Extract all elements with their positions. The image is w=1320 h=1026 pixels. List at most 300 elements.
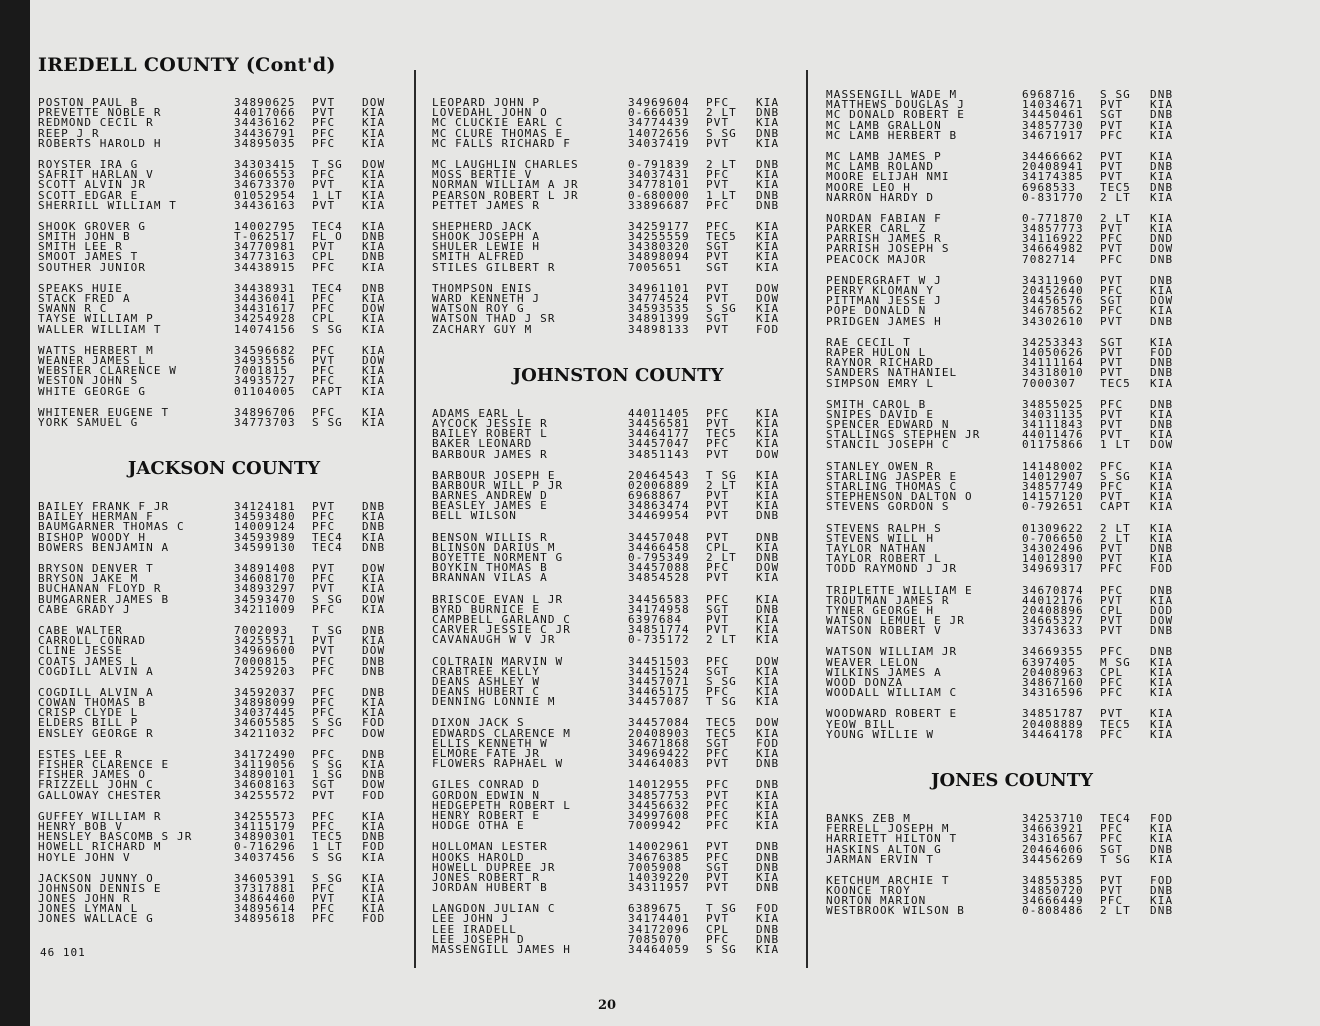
serial-number: 34850720	[1022, 886, 1084, 897]
serial-number: 02006889	[628, 480, 690, 492]
casualty-status: KIA	[362, 604, 386, 615]
soldier-name: JONES JOHN R	[38, 894, 131, 905]
soldier-name: BARBOUR WILL P JR	[432, 480, 564, 492]
rank: PVT	[706, 501, 730, 512]
serial-number: 7009942	[628, 821, 683, 832]
rank: S SG	[706, 945, 737, 956]
casualty-status: DOW	[756, 656, 780, 667]
roster-entry	[826, 834, 1198, 844]
rank: SGT	[1100, 110, 1124, 121]
soldier-name: BLINSON DARIUS M	[432, 542, 556, 553]
roster-entry	[432, 409, 804, 419]
casualty-status: KIA	[756, 800, 780, 811]
rank: PFC	[312, 262, 336, 273]
rank: PFC	[312, 294, 336, 305]
roster-entry	[432, 780, 804, 790]
serial-number: 20464606	[1022, 844, 1084, 855]
roster-entry	[432, 543, 804, 553]
roster-entry	[38, 408, 410, 418]
roster-entry	[38, 522, 410, 532]
casualty-status: KIA	[1150, 172, 1174, 183]
soldier-name: COGDILL ALVIN A	[38, 666, 154, 677]
serial-number: 34854528	[628, 573, 690, 584]
rank: PFC	[312, 138, 336, 149]
soldier-name: YEOW BILL	[826, 719, 896, 730]
rank: PVT	[1100, 595, 1124, 606]
serial-number: 0-680000	[628, 190, 690, 201]
roster-group	[826, 90, 1198, 141]
soldier-name: REEP J R	[38, 128, 100, 139]
soldier-name: CARROLL CONRAD	[38, 636, 147, 647]
serial-number: 0-831770	[1022, 192, 1084, 203]
rank: PVT	[1100, 543, 1124, 555]
soldier-name: BARBOUR JAMES R	[432, 449, 548, 460]
roster-entry	[826, 317, 1198, 327]
roster-entry	[432, 759, 804, 769]
serial-number: 01175866	[1022, 440, 1084, 451]
serial-number: 34896706	[234, 407, 296, 418]
rank: PFC	[312, 376, 336, 387]
roster-group	[432, 533, 804, 584]
soldier-name: BAUMGARNER THOMAS C	[38, 522, 185, 533]
casualty-status: KIA	[1150, 834, 1174, 845]
soldier-name: SHERRILL WILLIAM T	[38, 200, 178, 211]
roster-entry	[38, 832, 410, 842]
roster-entry	[826, 183, 1198, 193]
casualty-status: KIA	[756, 262, 780, 273]
serial-number: 34172490	[234, 749, 296, 760]
roster-group	[432, 718, 804, 769]
rank: 2 LT	[1100, 523, 1131, 534]
serial-number: 34316567	[1022, 834, 1084, 845]
rank: PFC	[1100, 585, 1124, 596]
serial-number: 34855385	[1022, 875, 1084, 887]
roster-entry	[826, 596, 1198, 606]
roster-group	[38, 98, 410, 149]
roster-entry	[826, 244, 1198, 254]
soldier-name: MOSS BERTIE V	[432, 170, 533, 181]
rank: CPL	[312, 314, 336, 325]
casualty-status: KIA	[362, 128, 386, 139]
casualty-status: DNB	[1150, 626, 1174, 637]
soldier-name: HENRY ROBERT E	[432, 810, 541, 822]
rank: PVT	[1100, 224, 1124, 235]
soldier-name: REDMOND CECIL R	[38, 118, 154, 129]
roster-entry	[432, 749, 804, 759]
rank: S SG	[706, 676, 737, 688]
serial-number: 34451524	[628, 666, 690, 677]
casualty-status: KIA	[362, 138, 386, 149]
roster-entry	[38, 894, 410, 904]
soldier-name: BRANNAN VILAS A	[432, 573, 548, 584]
soldier-name: BELL WILSON	[432, 511, 517, 522]
serial-number: 34438915	[234, 262, 296, 273]
roster-entry	[826, 720, 1198, 730]
serial-number: 34254928	[234, 314, 296, 325]
serial-number: 34893297	[234, 584, 296, 595]
casualty-status: DNB	[756, 924, 780, 935]
roster-entry	[38, 129, 410, 139]
roster-entry	[826, 110, 1198, 120]
soldier-name: DENNING LONNIE M	[432, 697, 556, 708]
roster-group	[38, 564, 410, 615]
folio-code: 46 101	[40, 946, 86, 959]
soldier-name: TAYLOR ROBERT L	[826, 554, 942, 565]
serial-number: 33896687	[628, 200, 690, 211]
serial-number: 14012890	[1022, 554, 1084, 565]
soldier-name: MC LAMB ROLAND	[826, 162, 935, 173]
serial-number: 34174385	[1022, 172, 1084, 183]
serial-number: 34436163	[234, 200, 296, 211]
rank: PVT	[1100, 172, 1124, 183]
casualty-status: KIA	[362, 180, 386, 191]
rank: 2 LT	[1100, 906, 1131, 917]
serial-number: 0-716296	[234, 842, 296, 853]
rank: PFC	[312, 128, 336, 139]
soldier-name: HARRIETT HILTON T	[826, 834, 958, 845]
roster-entry	[432, 419, 804, 429]
rank: T SG	[706, 697, 737, 708]
soldier-name: GALLOWAY CHESTER	[38, 790, 162, 801]
roster-entry	[826, 255, 1198, 265]
casualty-status: DOW	[362, 564, 386, 575]
casualty-status: DNB	[1150, 420, 1174, 431]
roster-group	[826, 338, 1198, 389]
roster-entry	[432, 945, 804, 955]
roster-entry	[432, 294, 804, 304]
rank: TEC5	[1100, 182, 1131, 193]
roster-entry	[38, 160, 410, 170]
serial-number: 34119056	[234, 760, 296, 771]
rank: PFC	[1100, 834, 1124, 845]
serial-number: 34316596	[1022, 688, 1084, 699]
casualty-status: DOW	[1150, 296, 1174, 307]
serial-number: 34669355	[1022, 647, 1084, 658]
roster-entry	[38, 325, 410, 335]
casualty-status: KIA	[362, 108, 386, 119]
soldier-name: ELDERS BILL P	[38, 718, 139, 729]
casualty-status: DNB	[1150, 254, 1174, 265]
roster-group	[826, 276, 1198, 327]
serial-number: 44011405	[628, 408, 690, 419]
casualty-status: DOW	[756, 283, 780, 294]
casualty-status: DNB	[756, 842, 780, 853]
soldier-name: BRISCOE EVAN L JR	[432, 594, 564, 605]
roster-entry	[38, 718, 410, 728]
serial-number: 34890625	[234, 98, 296, 109]
serial-number: 34031135	[1022, 409, 1084, 421]
casualty-status: DOW	[1150, 244, 1174, 255]
soldier-name: WESTBROOK WILSON B	[826, 906, 966, 917]
soldier-name: PITTMAN JESSE J	[826, 296, 942, 307]
casualty-status: DNB	[1150, 647, 1174, 658]
roster-entry	[826, 482, 1198, 492]
serial-number: 34457088	[628, 563, 690, 574]
rank: CAPT	[312, 386, 343, 397]
roster-entry	[826, 709, 1198, 719]
roster-group	[826, 814, 1198, 865]
rank: S SG	[312, 718, 343, 729]
roster-group	[38, 284, 410, 335]
serial-number: 34456632	[628, 800, 690, 811]
soldier-name: WATSON LEMUEL E JR	[826, 616, 966, 627]
casualty-status: KIA	[362, 894, 386, 905]
roster-entry	[432, 821, 804, 831]
casualty-status: DNB	[756, 108, 780, 119]
rank: M SG	[1100, 657, 1131, 668]
rank: PVT	[1100, 358, 1124, 369]
roster-group	[826, 152, 1198, 203]
soldier-name: HODGE OTHA E	[432, 821, 525, 832]
casualty-status: DNB	[362, 502, 386, 513]
rank: SGT	[706, 738, 730, 749]
serial-number: 20408889	[1022, 719, 1084, 730]
rank: 2 LT	[706, 480, 737, 492]
soldier-name: BARBOUR JOSEPH E	[432, 470, 556, 481]
roster-entry	[432, 325, 804, 335]
rank: PFC	[706, 800, 730, 811]
casualty-status: KIA	[1150, 471, 1174, 482]
soldier-name: TODD RAYMOND J JR	[826, 564, 958, 575]
serial-number: 34111164	[1022, 358, 1084, 369]
casualty-status: KIA	[756, 573, 780, 584]
rank: PVT	[1100, 420, 1124, 431]
serial-number: 34253343	[1022, 337, 1084, 348]
serial-number: 34592037	[234, 687, 296, 699]
rank: PFC	[312, 728, 336, 739]
roster-entry	[432, 935, 804, 945]
serial-number: 34606553	[234, 170, 296, 181]
casualty-status: KIA	[362, 852, 386, 863]
soldier-name: CARVER JESSIE C JR	[432, 625, 572, 636]
soldier-name: FLOWERS RAPHAEL W	[432, 759, 564, 770]
casualty-status: DNB	[756, 883, 780, 894]
casualty-status: KIA	[756, 914, 780, 925]
soldier-name: WATTS HERBERT M	[38, 345, 154, 356]
soldier-name: PREVETTE NOBLE R	[38, 108, 162, 119]
casualty-status: KIA	[756, 697, 780, 708]
soldier-name: COLTRAIN MARVIN W	[432, 656, 564, 667]
soldier-name: SCOTT EDGAR E	[38, 190, 139, 201]
soldier-name: HOLLOMAN LESTER	[432, 842, 548, 853]
soldier-name: BUMGARNER JAMES B	[38, 594, 170, 605]
rank: PVT	[312, 584, 336, 595]
soldier-name: LEE IRADELL	[432, 924, 517, 935]
roster-entry	[826, 896, 1198, 906]
casualty-status: KIA	[1150, 719, 1174, 730]
serial-number: 34466662	[1022, 151, 1084, 163]
soldier-name: CABE GRADY J	[38, 604, 131, 615]
serial-number: 34774524	[628, 294, 690, 305]
rank: PVT	[312, 242, 336, 253]
casualty-status: KIA	[1150, 192, 1174, 203]
rank: PVT	[706, 883, 730, 894]
roster-entry	[38, 502, 410, 512]
soldier-name: SMITH ALFRED	[432, 252, 525, 263]
rank: TEC5	[1100, 378, 1131, 389]
roster-entry	[826, 554, 1198, 564]
casualty-status: KIA	[1150, 130, 1174, 141]
roster-entry	[38, 708, 410, 718]
casualty-status: DNB	[1150, 585, 1174, 596]
rank: PVT	[312, 200, 336, 211]
roster-entry	[826, 162, 1198, 172]
casualty-status: DNB	[362, 770, 386, 781]
casualty-status: KIA	[756, 749, 780, 760]
rank: PVT	[706, 790, 730, 801]
page-number: 20	[598, 998, 617, 1013]
casualty-status: KIA	[1150, 667, 1174, 678]
roster-entry	[38, 314, 410, 324]
casualty-status: DNB	[756, 511, 780, 522]
casualty-status: KIA	[362, 294, 386, 305]
serial-number: 34469954	[628, 511, 690, 522]
casualty-status: KIA	[756, 810, 780, 822]
soldier-name: KOONCE TROY	[826, 886, 911, 897]
casualty-status: KIA	[362, 904, 386, 915]
casualty-status: KIA	[756, 945, 780, 956]
serial-number: 34867160	[1022, 678, 1084, 689]
serial-number: 34259203	[234, 666, 296, 677]
casualty-status: KIA	[756, 232, 780, 243]
roster-group	[432, 780, 804, 831]
rank: PFC	[312, 512, 336, 523]
soldier-name: KETCHUM ARCHIE T	[826, 875, 950, 887]
roster-entry	[432, 553, 804, 563]
roster-entry	[432, 739, 804, 749]
rank: PVT	[706, 532, 730, 543]
rank: TEC5	[1100, 719, 1131, 730]
serial-number: 34778101	[628, 180, 690, 191]
soldier-name: BARNES ANDREW D	[432, 491, 548, 502]
rank: PVT	[1100, 100, 1124, 111]
rank: S SG	[706, 128, 737, 139]
rank: TEC5	[706, 429, 737, 440]
casualty-status: KIA	[362, 242, 386, 253]
casualty-status: DOW	[362, 98, 386, 109]
casualty-status: KIA	[1150, 151, 1174, 163]
rank: PFC	[312, 170, 336, 181]
casualty-status: DOW	[1150, 440, 1174, 451]
soldier-name: MC LAMB JAMES P	[826, 151, 942, 163]
soldier-name: PERRY KLOMAN Y	[826, 286, 935, 297]
soldier-name: BEASLEY JAMES E	[432, 501, 548, 512]
roster-entry	[432, 242, 804, 252]
roster-entry	[432, 729, 804, 739]
serial-number: 34318010	[1022, 368, 1084, 379]
casualty-status: KIA	[1150, 224, 1174, 235]
casualty-status: FOD	[1150, 564, 1174, 575]
serial-number: 34851143	[628, 449, 690, 460]
soldier-name: BUCHANAN FLOYD R	[38, 584, 162, 595]
serial-number: 34605391	[234, 873, 296, 884]
serial-number: 34593480	[234, 512, 296, 523]
roster-entry	[826, 224, 1198, 234]
serial-number: 34676385	[628, 852, 690, 863]
serial-number: 14039220	[628, 872, 690, 884]
roster-entry	[826, 502, 1198, 512]
rank: PFC	[312, 708, 336, 719]
rank: PFC	[1100, 678, 1124, 689]
serial-number: 20408903	[628, 728, 690, 739]
serial-number: 6389675	[628, 904, 683, 915]
rank: SGT	[312, 780, 336, 791]
serial-number: 33743633	[1022, 626, 1084, 637]
casualty-status: KIA	[756, 408, 780, 419]
rank: PVT	[706, 138, 730, 149]
soldier-name: BISHOP WOODY H	[38, 532, 147, 543]
casualty-status: KIA	[362, 262, 386, 273]
roster-entry	[826, 492, 1198, 502]
roster-entry	[432, 687, 804, 697]
casualty-status: KIA	[1150, 100, 1174, 111]
soldier-name: POSTON PAUL B	[38, 98, 139, 109]
soldier-name: NORTON MARION	[826, 896, 927, 907]
rank: PFC	[706, 98, 730, 109]
casualty-status: DOW	[362, 355, 386, 367]
soldier-name: STEVENS RALPH S	[826, 523, 942, 534]
roster-group	[826, 524, 1198, 575]
soldier-name: PEACOCK MAJOR	[826, 254, 927, 265]
soldier-name: MASSENGILL WADE M	[826, 90, 958, 101]
roster-group	[826, 647, 1198, 698]
rank: PFC	[706, 852, 730, 863]
serial-number: 34464083	[628, 759, 690, 770]
rank: SGT	[706, 314, 730, 325]
soldier-name: LOVEDAHL JOHN O	[432, 108, 548, 119]
rank: PFC	[312, 883, 336, 895]
rank: PFC	[312, 821, 336, 833]
roster-entry	[432, 657, 804, 667]
serial-number: 34855025	[1022, 399, 1084, 410]
roster-entry	[38, 139, 410, 149]
casualty-status: DOW	[756, 563, 780, 574]
soldier-name: HOWELL RICHARD M	[38, 842, 162, 853]
rank: PVT	[1100, 409, 1124, 421]
roster-entry	[432, 873, 804, 883]
roster-entry	[432, 605, 804, 615]
serial-number: 34891399	[628, 314, 690, 325]
rank: S SG	[312, 324, 343, 335]
roster-entry	[432, 511, 804, 521]
serial-number: 34895035	[234, 138, 296, 149]
roster-entry	[826, 430, 1198, 440]
roster-entry	[38, 646, 410, 656]
serial-number: 34593470	[234, 594, 296, 605]
rank: TEC5	[312, 832, 343, 843]
rank: S SG	[1100, 471, 1131, 482]
soldier-name: SWANN R C	[38, 304, 108, 315]
casualty-status: KIA	[1150, 709, 1174, 720]
roster-entry	[38, 605, 410, 615]
rank: TEC5	[706, 728, 737, 739]
rank: PVT	[312, 180, 336, 191]
soldier-name: HENSLEY BASCOMB S JR	[38, 832, 193, 843]
soldier-name: DEANS HUBERT C	[432, 687, 541, 698]
rank: 1 SG	[312, 770, 343, 781]
rank: S SG	[312, 873, 343, 884]
soldier-name: SAFRIT HARLAN V	[38, 170, 154, 181]
county-heading: JACKSON COUNTY	[127, 458, 321, 480]
rank: CPL	[1100, 667, 1124, 678]
rank: PVT	[312, 108, 336, 119]
serial-number: 34174958	[628, 604, 690, 615]
soldier-name: WEAVER LELON	[826, 657, 919, 668]
serial-number: 7005651	[628, 262, 683, 273]
roster-entry	[432, 252, 804, 262]
soldier-name: CRISP CLYDE L	[38, 708, 139, 719]
soldier-name: WHITENER EUGENE T	[38, 407, 170, 418]
